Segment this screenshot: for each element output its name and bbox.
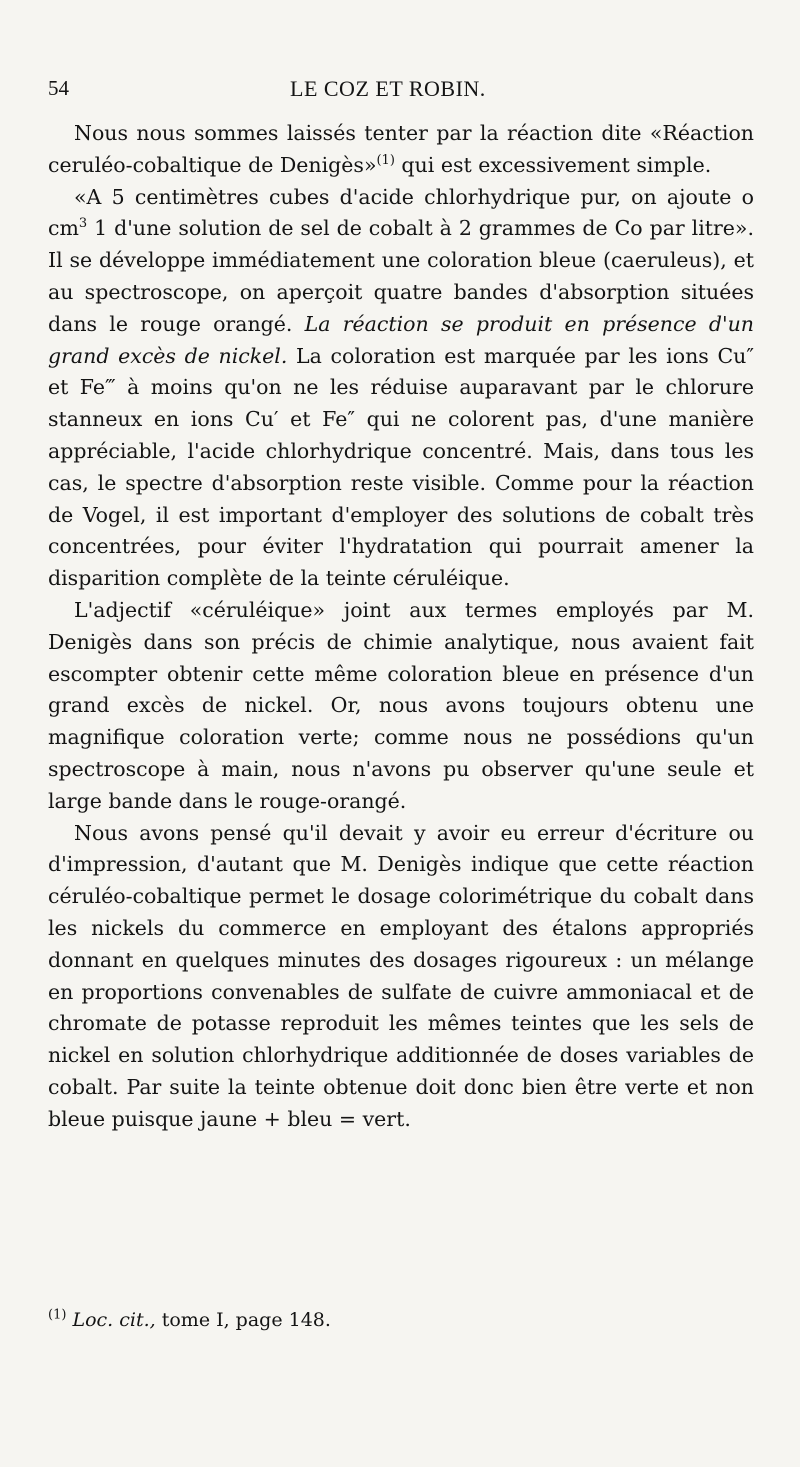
italic-text: La réaction se produit en présence d'un grand excès de nickel.: [48, 311, 754, 368]
text-run: La coloration est marquée par les ions Cu″ et Fe‴ à moins qu'on ne les réduise auparavant par le chlorure stanneux en ions Cu′ et Fe″ qui ne colorent pas, d'une manière appréciable, l'acide chlorhydrique concentré. Mais, dans tous les cas, le spectre d'absorption reste visible. Comme pour la réaction de Vogel, il est important d'employer des solutions de cobalt très concentrées, pour éviter l'hydratation qui pourrait amener la disparition complète de la teinte céruléique.: [48, 343, 755, 591]
text-run: L'adjectif «céruléique» joint aux termes employés par M. Denigès dans son précis de chimie analytique, nous avaient fait escompter obtenir cette même coloration bleue en présence d'un grand excès de nickel. Or, nous avons toujours obtenu une magnifique coloration verte; comme nous ne possédions qu'un spectroscope à main, nous n'avons pu observer qu'une seule et large bande dans le rouge-orangé.: [48, 597, 754, 813]
page-header: [48, 76, 754, 106]
paragraph-2: [48, 182, 754, 595]
document-page: [48, 0, 754, 1467]
text-run: Nous avons pensé qu'il devait y avoir eu erreur d'écriture ou d'impression, d'autant que M. Denigès indique que cette réaction céruléo-cobaltique permet le dosage colorimétrique du cobalt dans les nickels du commerce en employant des étalons appropriés donnant en quelques minutes des dosages rigoureux : un mélange en proportions convenables de sulfate de cuivre ammoniacal et de chromate de potasse reproduit les mêmes teintes que les sels de nickel en solution chlorhydrique additionnée de doses variables de cobalt. Par suite la teinte obtenue doit donc bien être verte et non bleue puisque jaune + bleu = vert.: [48, 820, 754, 1131]
paragraph-1: [48, 118, 754, 182]
text-run: Nous nous sommes laissés tenter par la réaction dite «Réaction ceruléo-cobaltique de Denigès»: [48, 121, 754, 177]
paragraph-3: [48, 595, 754, 818]
footnote-marker: (1): [48, 1307, 67, 1323]
paragraph-4: [48, 818, 754, 1136]
superscript: 3: [78, 216, 88, 232]
footnote-citation: Loc. cit.,: [72, 1309, 156, 1331]
footnote-rest: tome I, page 148.: [155, 1309, 331, 1331]
body-text: [48, 118, 754, 1136]
text-run: 1 d'une solution de sel de cobalt à 2 grammes de Co par litre». Il se développe immédiatement une coloration bleue (caeruleus), et au spectroscope, on aperçoit quatre bandes d'absorption situées dans le rouge orangé.: [48, 216, 754, 336]
superscript: (1): [376, 152, 395, 168]
text-run: qui est excessivement simple.: [394, 152, 712, 177]
running-title: LE COZ ET ROBIN.: [290, 76, 486, 101]
footnote: [48, 1306, 754, 1334]
page-number: 54: [48, 76, 69, 100]
text-run: «A 5 centimètres cubes d'acide chlorhydrique pur, on ajoute o cm: [48, 184, 754, 241]
